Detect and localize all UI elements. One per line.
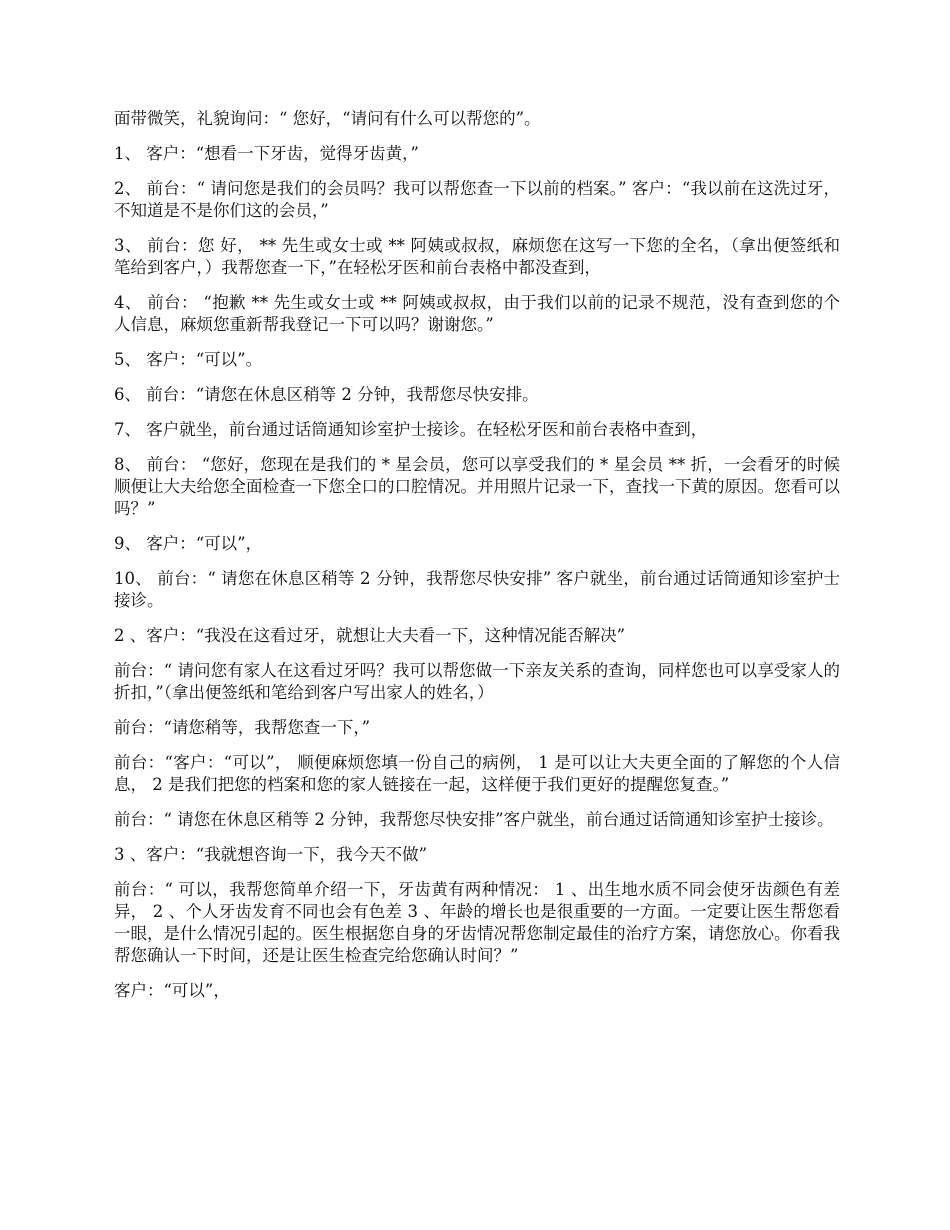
paragraph-item-10: 10、 前台：“ 请您在休息区稍等 2 分钟，我帮您尽快安排” 客户就坐，前台通过话筒通知诊室护士接诊。 — [114, 569, 840, 610]
paragraph-item-4: 4、 前台： “抱歉 ** 先生或女士或 ** 阿姨或叔叔，由于我们以前的记录不规范，没有查到您的个人信息，麻烦您重新帮我登记一下可以吗？谢谢您。” — [114, 293, 840, 334]
paragraph-item-9: 9、 客户：“可以”， — [114, 534, 263, 553]
paragraph-item-1: 1、 客户：“想看一下牙齿，觉得牙齿黄，” — [114, 144, 419, 163]
paragraph-item-5: 5、 客户：“可以”。 — [114, 350, 263, 369]
paragraph-item-8: 8、 前台： “您好，您现在是我们的 * 星会员，您可以享受我们的 * 星会员 ** 折，一会看牙的时候顺便让大夫给您全面检查一下您全口的口腔情况。并用照片记录一下，查找一下黄的原因。您看可以吗？” — [114, 455, 840, 518]
paragraph-item-2: 2、 前台：“ 请问您是我们的会员吗？我可以帮您查一下以前的档案。” 客户：“我以前在这洗过牙，不知道是不是你们这的会员，” — [114, 179, 840, 220]
paragraph-item-7: 7、 客户就坐，前台通过话筒通知诊室护士接诊。在轻松牙医和前台表格中查到， — [114, 420, 708, 439]
paragraph-item-3: 3、 前台：您 好， ** 先生或女士或 ** 阿姨或叔叔，麻烦您在这写一下您的全名，（拿出便签纸和笔给到客户，）我帮您查一下，”在轻松牙医和前台表格中都没查到， — [114, 236, 840, 277]
paragraph-case-3: 3 、客户：“我就想咨询一下，我今天不做” — [114, 845, 428, 864]
paragraph-case-2: 2 、客户：“我没在这看过牙，就想让大夫看一下，这种情况能否解决” — [114, 626, 626, 645]
paragraph-case-2-reply-3: 前台：“客户：“可以”， 顺便麻烦您填一份自己的病例， 1 是可以让大夫更全面的了解您的个人信息， 2 是我们把您的档案和您的家人链接在一起，这样便于我们更好的提醒您复查。” — [114, 753, 840, 794]
paragraph-greeting: 面带微笑，礼貌询问：“ 您好，“请问有什么可以帮您的”。 — [114, 109, 541, 128]
paragraph-case-2-reply-4: 前台：“ 请您在休息区稍等 2 分钟，我帮您尽快安排”客户就坐，前台通过话筒通知诊室护士接诊。 — [114, 810, 834, 829]
document-body — [114, 108, 840, 1015]
paragraph-case-2-reply-1: 前台：“ 请问您有家人在这看过牙吗？我可以帮您做一下亲友关系的查询，同样您也可以享受家人的折扣，”（拿出便签纸和笔给到客户写出家人的姓名，） — [114, 661, 840, 702]
paragraph-case-2-reply-2: 前台：“请您稍等，我帮您查一下，” — [114, 718, 371, 737]
paragraph-case-3-reply-2: 客户：“可以”， — [114, 981, 230, 1000]
paragraph-case-3-reply-1: 前台：“ 可以，我帮您简单介绍一下，牙齿黄有两种情况： 1 、出生地水质不同会使牙齿颜色有差异， 2 、个人牙齿发育不同也会有色差 3 、年龄的增长也是很重要的一方面。一定要让医生帮您看一眼，是什么情况引起的。医生根据您自身的牙齿情况帮您制定最佳的治疗方案，请您放心。你看我帮您确认一下时间，还是让医生检查完给您确认时间？” — [114, 880, 840, 965]
paragraph-item-6: 6、 前台：“请您在休息区稍等 2 分钟，我帮您尽快安排。 — [114, 385, 539, 404]
